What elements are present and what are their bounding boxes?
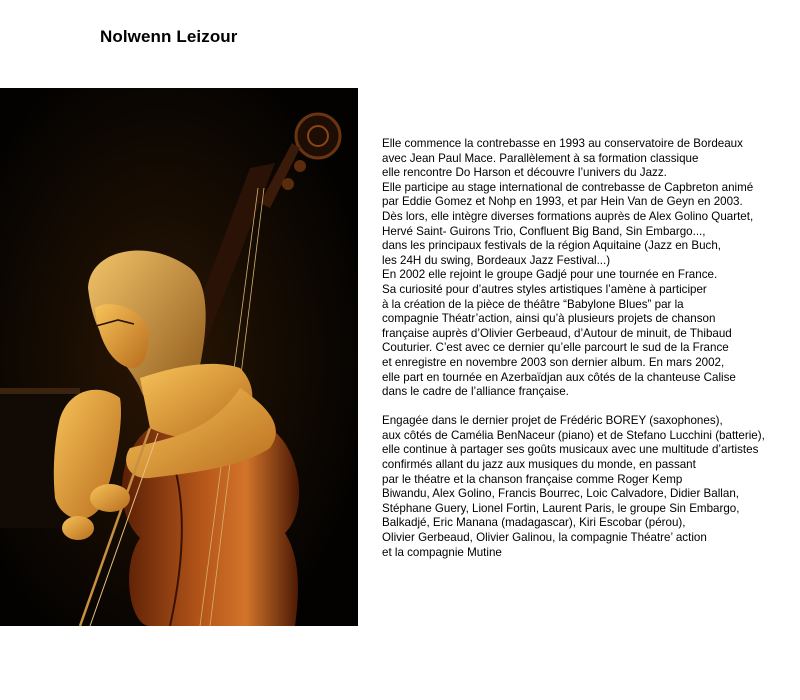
- bio-line: Hervé Saint- Guirons Trio, Confluent Big Band, Sin Embargo...,: [382, 224, 706, 238]
- biography-text: [382, 137, 800, 560]
- bio-line: dans le cadre de l’alliance française.: [382, 385, 569, 399]
- bio-line: française auprès d’Olivier Gerbeaud, d’Autour de minuit, de Thibaud: [382, 326, 732, 340]
- bio-line: elle part en tournée en Azerbaïdjan aux côtés de la chanteuse Calise: [382, 370, 736, 384]
- bio-line: par Eddie Gomez et Nohp en 1993, et par Hein Van de Geyn en 2003.: [382, 195, 743, 209]
- bio-line: Elle commence la contrebasse en 1993 au conservatoire de Bordeaux: [382, 137, 743, 150]
- bio-line: Elle participe au stage international de contrebasse de Capbreton animé: [382, 180, 754, 194]
- bio-line: Engagée dans le dernier projet de Frédéric BOREY (saxophones),: [382, 414, 723, 428]
- bio-line: Balkadjé, Eric Manana (madagascar), Kiri Escobar (pérou),: [382, 516, 686, 530]
- bio-line: confirmés allant du jazz aux musiques du monde, en passant: [382, 458, 696, 472]
- bio-line: elle continue à partager ses goûts musicaux avec une multitude d’artistes: [382, 443, 759, 457]
- bio-line: En 2002 elle rejoint le groupe Gadjé pour une tournée en France.: [382, 268, 718, 282]
- bio-line: Stéphane Guery, Lionel Fortin, Laurent Paris, le groupe Sin Embargo,: [382, 501, 740, 515]
- bio-line: Dès lors, elle intègre diverses formations auprès de Alex Golino Quartet,: [382, 209, 754, 223]
- bio-paragraph-2: [382, 414, 800, 560]
- bio-line: Olivier Gerbeaud, Olivier Galinou, la compagnie Théatre’ action: [382, 531, 707, 545]
- bio-paragraph-1: [382, 137, 800, 400]
- bio-line: elle rencontre Do Harson et découvre l’univers du Jazz.: [382, 166, 667, 180]
- bio-line: avec Jean Paul Mace. Parallèlement à sa formation classique: [382, 151, 699, 165]
- bio-line: et enregistre en novembre 2003 son dernier album. En mars 2002,: [382, 355, 725, 369]
- bio-line: Biwandu, Alex Golino, Francis Bourrec, Loic Calvadore, Didier Ballan,: [382, 487, 739, 501]
- bio-line: compagnie Théatr’action, ainsi qu’à plusieurs projets de chanson: [382, 312, 716, 326]
- bio-line: par le théatre et la chanson française comme Roger Kemp: [382, 472, 683, 486]
- bio-line: aux côtés de Camélia BenNaceur (piano) et de Stefano Lucchini (batterie),: [382, 428, 765, 442]
- paragraph-gap: [382, 400, 800, 415]
- bio-line: à la création de la pièce de théâtre “Babylone Blues” par la: [382, 297, 684, 311]
- bio-line: les 24H du swing, Bordeaux Jazz Festival...): [382, 253, 611, 267]
- bio-line: Couturier. C’est avec ce dernier qu’elle parcourt le sud de la France: [382, 341, 729, 355]
- bio-line: dans les principaux festivals de la région Aquitaine (Jazz en Buch,: [382, 239, 721, 253]
- bio-line: Sa curiosité pour d’autres styles artistiques l’amène à participer: [382, 282, 707, 296]
- bio-line: et la compagnie Mutine: [382, 545, 502, 559]
- double-bass-player-photo: [0, 88, 358, 626]
- page-title: Nolwenn Leizour: [100, 27, 238, 46]
